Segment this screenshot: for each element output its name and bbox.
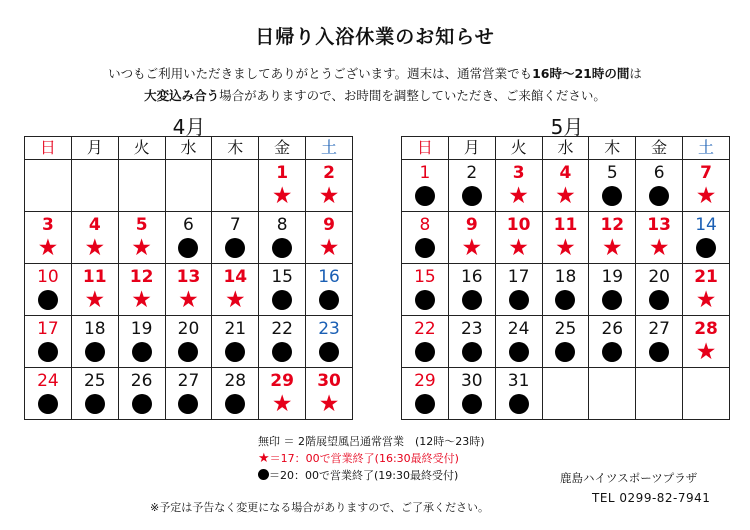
day-cell [589, 316, 636, 368]
dot-icon [38, 394, 58, 414]
day-number: 16 [318, 267, 340, 287]
notice-text: は [629, 66, 642, 81]
day-cell [448, 212, 495, 264]
day-cell [306, 264, 353, 316]
day-cell [542, 212, 589, 264]
day-cell [259, 212, 306, 264]
day-cell [402, 212, 449, 264]
day-number: 24 [507, 319, 530, 339]
star-icon [259, 184, 305, 208]
dot-icon [496, 288, 542, 312]
dot-icon [402, 340, 448, 364]
star-icon: ★ [131, 287, 152, 313]
dot-icon [306, 288, 352, 312]
day-cell [212, 368, 259, 420]
day-cell [542, 160, 589, 212]
day-number: 4 [88, 215, 101, 235]
star-icon: ★ [555, 235, 576, 261]
weekday-header: 日 [402, 137, 449, 160]
star-icon [212, 288, 258, 312]
star-icon [25, 236, 71, 260]
day-number: 14 [223, 267, 248, 287]
weekday-header: 金 [259, 137, 306, 160]
weekday-header: 木 [589, 137, 636, 160]
dot-icon [38, 290, 58, 310]
day-number: 7 [700, 163, 712, 183]
day-cell [495, 316, 542, 368]
dot-icon [509, 394, 529, 414]
star-icon [496, 236, 542, 260]
star-icon [496, 184, 542, 208]
dot-icon [72, 392, 118, 416]
day-number: 25 [83, 371, 106, 391]
empty-day-cell [589, 368, 636, 420]
week-row [402, 264, 730, 316]
dot-icon [649, 342, 669, 362]
legend-dot [258, 468, 458, 483]
day-number: 29 [414, 371, 436, 391]
day-number: 24 [37, 371, 59, 391]
dot-icon [225, 394, 245, 414]
star-icon [72, 288, 118, 312]
day-cell [71, 368, 118, 420]
star-icon: ★ [695, 287, 717, 313]
star-icon [683, 184, 729, 208]
day-number: 10 [506, 215, 531, 235]
day-number: 11 [553, 215, 578, 235]
day-number: 25 [554, 319, 577, 339]
dot-icon [449, 340, 495, 364]
dot-icon [85, 342, 105, 362]
star-icon [306, 236, 352, 260]
dot-icon [589, 184, 635, 208]
day-cell [495, 368, 542, 420]
day-number: 21 [224, 319, 247, 339]
day-cell [71, 264, 118, 316]
dot-icon [696, 238, 716, 258]
dot-icon [25, 340, 71, 364]
dot-icon [319, 290, 339, 310]
weekday-header: 日 [25, 137, 72, 160]
dot-icon [415, 290, 435, 310]
day-number: 15 [414, 267, 436, 287]
notice-text: いつもご利用いただきましてありがとうございます。週末は、通常営業でも [108, 66, 533, 81]
day-number: 8 [419, 215, 431, 235]
empty-day-cell [636, 368, 683, 420]
day-number: 19 [601, 267, 624, 287]
dot-icon [636, 184, 682, 208]
day-cell [165, 368, 212, 420]
day-number: 2 [323, 163, 335, 183]
telephone: TEL 0299-82-7941 [592, 491, 711, 505]
day-cell [448, 368, 495, 420]
calendar-may [401, 136, 730, 420]
star-icon [683, 340, 729, 364]
day-cell [402, 264, 449, 316]
day-cell [448, 264, 495, 316]
day-cell [495, 264, 542, 316]
star-icon [259, 392, 305, 416]
star-icon [306, 184, 352, 208]
day-cell [259, 264, 306, 316]
dot-icon [589, 340, 635, 364]
star-icon: ★ [271, 391, 293, 417]
dot-icon [259, 236, 305, 260]
day-cell [636, 160, 683, 212]
dot-icon [212, 392, 258, 416]
week-row [402, 368, 730, 420]
dot-icon [212, 340, 258, 364]
star-icon: ★ [695, 339, 717, 365]
star-icon: ★ [258, 451, 270, 466]
star-icon [119, 236, 165, 260]
day-cell [683, 264, 730, 316]
day-cell [259, 368, 306, 420]
star-icon [166, 288, 212, 312]
day-cell [542, 264, 589, 316]
day-cell [402, 160, 449, 212]
empty-day-cell [118, 160, 165, 212]
day-number: 12 [600, 215, 625, 235]
dot-icon [589, 288, 635, 312]
day-number: 23 [460, 319, 483, 339]
star-icon: ★ [461, 235, 483, 261]
weekday-header: 木 [212, 137, 259, 160]
dot-icon [178, 342, 198, 362]
weekday-header: 火 [118, 137, 165, 160]
notice-line-1 [0, 64, 750, 84]
day-number: 6 [183, 215, 194, 235]
day-number: 22 [271, 319, 293, 339]
calendar-april [24, 136, 353, 420]
day-number: 3 [512, 163, 525, 183]
day-number: 16 [460, 267, 483, 287]
day-cell [25, 212, 72, 264]
star-icon: ★ [178, 287, 199, 313]
dot-icon [462, 290, 482, 310]
legend-normal: 無印 ＝ 2階展望風呂通常営業 (12時～23時) [258, 435, 485, 448]
dot-icon [166, 340, 212, 364]
day-number: 8 [276, 215, 288, 235]
day-cell [165, 316, 212, 368]
week-row [25, 316, 353, 368]
star-icon: ★ [271, 183, 293, 209]
day-number: 18 [554, 267, 577, 287]
dot-icon [649, 186, 669, 206]
dot-icon [543, 340, 589, 364]
star-icon: ★ [318, 235, 340, 261]
day-number: 22 [414, 319, 436, 339]
day-cell [165, 264, 212, 316]
day-number: 26 [130, 371, 153, 391]
dot-icon [402, 184, 448, 208]
dot-icon [636, 288, 682, 312]
dot-icon [449, 184, 495, 208]
dot-icon [178, 238, 198, 258]
dot-icon [132, 342, 152, 362]
dot-icon [259, 288, 305, 312]
star-icon: ★ [37, 235, 59, 261]
day-number: 10 [37, 267, 59, 287]
day-number: 17 [37, 319, 59, 339]
day-number: 27 [648, 319, 670, 339]
dot-icon [449, 288, 495, 312]
dot-icon [415, 238, 435, 258]
star-icon: ★ [508, 183, 529, 209]
dot-icon [415, 342, 435, 362]
day-cell [259, 160, 306, 212]
dot-icon [402, 392, 448, 416]
day-number: 15 [271, 267, 293, 287]
day-number: 6 [653, 163, 665, 183]
day-cell [542, 316, 589, 368]
dot-icon [449, 392, 495, 416]
star-icon: ★ [131, 235, 152, 261]
day-number: 5 [606, 163, 618, 183]
star-icon [683, 288, 729, 312]
day-number: 13 [176, 267, 201, 287]
day-cell [212, 212, 259, 264]
day-number: 19 [130, 319, 153, 339]
footnote: ※予定は予告なく変更になる場合がありますので、ご了承ください。 [150, 501, 489, 514]
day-number: 13 [647, 215, 671, 235]
day-number: 29 [270, 371, 294, 391]
day-number: 18 [83, 319, 106, 339]
day-number: 9 [465, 215, 478, 235]
empty-day-cell [165, 160, 212, 212]
day-number: 27 [177, 371, 200, 391]
star-icon: ★ [318, 183, 340, 209]
day-cell [118, 316, 165, 368]
day-cell [306, 368, 353, 420]
dot-icon [212, 236, 258, 260]
notice-line-2 [0, 86, 750, 106]
page-title: 日帰り入浴休業のお知らせ [255, 26, 495, 48]
day-cell [71, 212, 118, 264]
star-icon: ★ [84, 287, 106, 313]
week-row [402, 316, 730, 368]
dot-icon [602, 342, 622, 362]
dot-icon [166, 236, 212, 260]
dot-icon [555, 290, 575, 310]
dot-icon [415, 394, 435, 414]
dot-icon [72, 340, 118, 364]
weekday-header: 火 [495, 137, 542, 160]
dot-icon [636, 340, 682, 364]
day-cell [165, 212, 212, 264]
empty-day-cell [683, 368, 730, 420]
day-cell [259, 316, 306, 368]
empty-day-cell [71, 160, 118, 212]
week-row [402, 160, 730, 212]
dot-icon [509, 342, 529, 362]
dot-icon [462, 342, 482, 362]
weekday-header: 水 [165, 137, 212, 160]
day-number: 7 [229, 215, 241, 235]
weekday-header: 土 [683, 137, 730, 160]
day-cell [402, 368, 449, 420]
dot-icon [258, 469, 269, 480]
day-cell [118, 368, 165, 420]
dot-icon [462, 394, 482, 414]
day-cell [448, 160, 495, 212]
day-number: 30 [317, 371, 341, 391]
notice-text: 場合がありますので、お時間を調整していただき、ご来館ください。 [219, 88, 606, 103]
dot-icon [272, 342, 292, 362]
day-number: 2 [466, 163, 478, 183]
day-cell [306, 316, 353, 368]
notice-emphasis-crowded: 大変込み合う [144, 88, 220, 103]
day-number: 11 [82, 267, 107, 287]
week-row [402, 212, 730, 264]
dot-icon [178, 394, 198, 414]
legend-star [258, 451, 459, 466]
day-cell [212, 316, 259, 368]
star-icon: ★ [318, 391, 340, 417]
notice-emphasis-hours: 16時～21時の間 [532, 66, 630, 81]
day-number: 20 [648, 267, 670, 287]
day-cell [495, 212, 542, 264]
day-number: 28 [694, 319, 718, 339]
star-icon [119, 288, 165, 312]
dot-icon [25, 288, 71, 312]
day-number: 5 [135, 215, 148, 235]
day-number: 1 [276, 163, 289, 183]
legend-dot-text: ＝20：00で営業終了(19:30最終受付) [269, 469, 459, 482]
dot-icon [683, 236, 729, 260]
day-cell [118, 264, 165, 316]
star-icon [72, 236, 118, 260]
day-cell [25, 264, 72, 316]
dot-icon [166, 392, 212, 416]
day-cell [118, 212, 165, 264]
weekday-header: 土 [306, 137, 353, 160]
star-icon: ★ [555, 183, 576, 209]
day-cell [71, 316, 118, 368]
day-number: 20 [177, 319, 200, 339]
weekday-header: 金 [636, 137, 683, 160]
dot-icon [25, 392, 71, 416]
legend-star-text: ＝17：00で営業終了(16:30最終受付) [269, 452, 459, 465]
day-cell [683, 160, 730, 212]
day-cell [589, 160, 636, 212]
day-number: 26 [601, 319, 624, 339]
day-cell [402, 316, 449, 368]
day-cell [25, 368, 72, 420]
day-cell [636, 212, 683, 264]
day-number: 14 [695, 215, 717, 235]
star-icon: ★ [695, 183, 717, 209]
star-icon [589, 236, 635, 260]
empty-day-cell [25, 160, 72, 212]
dot-icon [543, 288, 589, 312]
day-cell [683, 212, 730, 264]
weekday-header: 水 [542, 137, 589, 160]
dot-icon [119, 340, 165, 364]
day-number: 1 [419, 163, 431, 183]
dot-icon [415, 186, 435, 206]
day-number: 31 [507, 371, 530, 391]
week-row [25, 368, 353, 420]
dot-icon [602, 186, 622, 206]
dot-icon [496, 392, 542, 416]
dot-icon [462, 186, 482, 206]
week-row [25, 264, 353, 316]
day-number: 21 [694, 267, 718, 287]
star-icon [449, 236, 495, 260]
star-icon [543, 184, 589, 208]
weekday-header: 月 [71, 137, 118, 160]
dot-icon [509, 290, 529, 310]
dot-icon [272, 290, 292, 310]
day-number: 23 [318, 319, 340, 339]
dot-icon [259, 340, 305, 364]
day-cell [636, 264, 683, 316]
day-number: 17 [507, 267, 530, 287]
day-number: 4 [559, 163, 572, 183]
day-cell [683, 316, 730, 368]
dot-icon [132, 394, 152, 414]
dot-icon [555, 342, 575, 362]
week-row [25, 212, 353, 264]
star-icon [306, 392, 352, 416]
day-number: 3 [42, 215, 54, 235]
day-cell [495, 160, 542, 212]
day-cell [589, 264, 636, 316]
star-icon [543, 236, 589, 260]
dot-icon [319, 342, 339, 362]
month-label-april: 4月 [172, 115, 206, 139]
dot-icon [225, 342, 245, 362]
week-row [25, 160, 353, 212]
dot-icon [306, 340, 352, 364]
month-label-may: 5月 [550, 115, 584, 139]
empty-day-cell [212, 160, 259, 212]
dot-icon [402, 236, 448, 260]
empty-day-cell [542, 368, 589, 420]
star-icon: ★ [601, 235, 623, 261]
dot-icon [272, 238, 292, 258]
day-number: 30 [460, 371, 483, 391]
dot-icon [496, 340, 542, 364]
dot-icon [119, 392, 165, 416]
star-icon: ★ [224, 287, 246, 313]
day-number: 28 [224, 371, 247, 391]
day-cell [448, 316, 495, 368]
dot-icon [649, 290, 669, 310]
day-cell [212, 264, 259, 316]
day-cell [25, 316, 72, 368]
day-cell [306, 212, 353, 264]
organization-name: 鹿島ハイツスポーツプラザ [560, 471, 698, 485]
day-cell [636, 316, 683, 368]
day-cell [589, 212, 636, 264]
dot-icon [38, 342, 58, 362]
star-icon: ★ [508, 235, 529, 261]
dot-icon [225, 238, 245, 258]
day-cell [306, 160, 353, 212]
weekday-header: 月 [448, 137, 495, 160]
star-icon: ★ [84, 235, 106, 261]
dot-icon [602, 290, 622, 310]
star-icon [636, 236, 682, 260]
day-number: 12 [129, 267, 154, 287]
star-icon: ★ [648, 235, 670, 261]
day-number: 9 [323, 215, 335, 235]
dot-icon [402, 288, 448, 312]
dot-icon [85, 394, 105, 414]
